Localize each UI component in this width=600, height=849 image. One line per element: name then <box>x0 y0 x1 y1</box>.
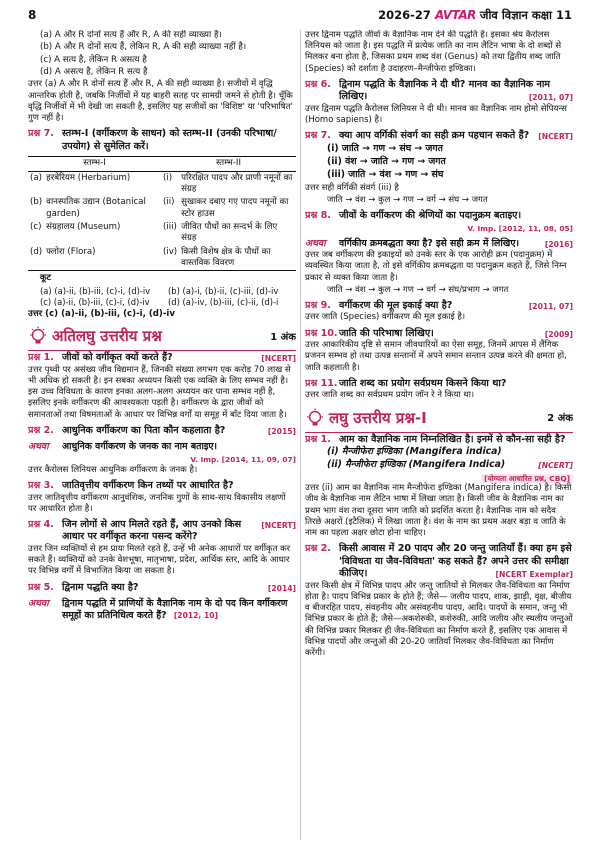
cell: वानस्पतिक उद्यान (Botanical garden) <box>46 197 146 219</box>
source-tag: [2015] <box>267 426 296 436</box>
header-right <box>378 8 572 24</box>
kut-label: कूट <box>40 273 51 284</box>
question <box>305 328 573 340</box>
kut-options <box>28 286 296 308</box>
question-text: द्विनाम पद्धति के वैज्ञानिक ने दी थी? मानव का वैज्ञानिक नाम लिखिए। <box>339 78 551 103</box>
question-label: प्रश्न 4. <box>28 519 54 531</box>
column-divider <box>300 30 301 840</box>
question <box>28 425 296 437</box>
source-tag: [2011, 07] <box>528 93 573 103</box>
question-label: प्रश्न 11. <box>305 377 338 389</box>
answer: उत्तर (a) A और R दोनों सत्य हैं और R, A की सही व्याख्या है। सजीवों में वृद्धि आन्तरिक होती है, जबकि निर्जीवों में यह बाहरी सतह पर सामग्री जमने से होती है। चूँकि वृद्धि निर्जीवों में भी देखी जा सकती है, इसलिए यह सजीवों का 'विशिष्ट' या 'परिभाषित' गुण नहीं है। <box>28 79 293 124</box>
alt-label: अथवा <box>28 441 49 453</box>
cell: (ii) <box>162 197 175 208</box>
answer: उत्तर जाति शब्द का सर्वप्रथम प्रयोग जॉन रे ने किया था। <box>305 390 475 401</box>
cell: (d) <box>28 246 44 271</box>
section-underline <box>305 432 573 433</box>
question <box>28 582 296 594</box>
alt-question <box>28 598 296 622</box>
col-header: स्तम्भ-II <box>161 157 296 171</box>
question-text: जीवों के वर्गीकरण की श्रेणियों का पदानुक्रम बताइए। <box>339 209 522 221</box>
section-marks: 2 अंक <box>547 412 573 424</box>
question-label: प्रश्न 1. <box>305 433 331 445</box>
answer: उत्तर (ii) आम का वैज्ञानिक नाम मैन्जीफेरा इण्डिका (Mangifera indica) है। किसी जीव के वैज्ञानिक नाम लैटिन भाषा में लिखा जाता है। किसी जीव के वैज्ञानिक नाम का प्रथम भाग वंश तथा दूसरा भाग जाति को प्रदर्शित करता है। वैज्ञानिक नाम को सदैव तिरछे अक्षरों (इटैलिक) में लिखा जाता है। वंश के नाम का प्रथम अक्षर बड़ा व जाति के नाम का पहला अक्षर छोटा होना चाहिए। <box>305 483 572 539</box>
question-label: प्रश्न 2. <box>28 424 54 436</box>
bulb-icon <box>305 408 325 430</box>
question-text: जाति शब्द का प्रयोग सर्वप्रथम किसने किया था? <box>339 377 507 389</box>
question-text: जीवों को वर्गीकृत क्यों करते हैं? <box>62 352 173 364</box>
answer: उत्तर द्विनाम पद्धति जीवों के वैज्ञानिक नाम देने की पद्धति है। इसका श्रेय कैरोलस लिनियस को जाता है। इस पद्धति में प्रत्येक जाति का नाम लैटिन भाषा के दो शब्दों से मिलकर बना होता है, जिसका प्रथम शब्द वंश (Genus) को तथा द्वितीय शब्द जाति (Species) को दर्शाता है उदाहरण–मैन्जीफेरा इण्डिका। <box>305 30 562 74</box>
answer: उत्तर आकारिकीय दृष्टि से समान जीवधारियों का ऐसा समूह, जिनमें आपस में लैंगिक प्रजनन सम्भव हो तथा उत्पन्न सन्तानों में अपने समान सन्तान उत्पन्न करने की क्षमता हो, जाति कहलाती है। <box>305 340 567 373</box>
section-underline <box>28 350 296 351</box>
option: (d) (a)-iv, (b)-iii, (c)-ii, (d)-i <box>168 296 279 307</box>
answer: उत्तर जिन व्यक्तियों से हम प्रायः मिलते रहते हैं, उन्हें भी अनेक आधारों पर वर्गीकृत कर सकते हैं। व्यक्तियों को उनके वेशभूषा, मातृभाषा, प्रदेश, आर्थिक स्तर, आदि के आधार पर विभिन्न वर्गों में विभाजित किया जा सकता है। <box>28 543 291 577</box>
question-label: प्रश्न 7. <box>28 128 54 140</box>
cell: जीवित पौधों का सन्दर्भ के लिए संग्रह <box>181 221 278 244</box>
question-label: प्रश्न 5. <box>28 581 54 593</box>
right-column <box>305 30 573 842</box>
option: (d) A असत्य है, लेकिन R सत्य है <box>40 67 148 78</box>
question-text: द्विनाम पद्धति क्या है? <box>62 581 139 593</box>
option: (i) मैन्जीफेरा इण्डिका (Mangifera indica) <box>327 445 502 457</box>
question <box>305 79 573 104</box>
source-tag: [NCERT Exemplar] <box>495 570 573 580</box>
option: (iii) जाति → वंश → गण → संघ <box>327 169 444 181</box>
source-tag: [NCERT] <box>261 521 296 531</box>
answer-sequence: जाति → वंश → कुल → गण → वर्ग → संघ/प्रभाग → जगत <box>327 284 509 295</box>
question <box>305 300 573 312</box>
bulb-icon <box>28 326 48 348</box>
cell: परिरक्षित पादप और प्राणी नमूनों का संग्रह <box>181 172 293 194</box>
question-label: प्रश्न 8. <box>305 209 331 221</box>
page-header <box>28 4 572 28</box>
answer: उत्तर (c) (a)-ii, (b)-iii, (c)-i, (d)-iv <box>28 308 175 319</box>
competency-tag: [योग्यता आधारित प्रश्न, CBQ] <box>481 474 573 484</box>
question-text: जिन लोगों से आप मिलते रहते हैं, आप उनको किस आधार पर वर्गीकृत करना पसन्द करेंगे? <box>62 519 242 543</box>
section-title: अतिलघु उत्तरीय प्रश्न <box>52 327 162 346</box>
option: (ii) वंश → जाति → गण → जगत <box>327 155 446 167</box>
source-tag: [2014] <box>267 583 296 593</box>
question <box>305 210 573 234</box>
option: (c) A सत्य है, लेकिन R असत्य है <box>40 54 147 65</box>
option: (c) (a)-ii, (b)-iii, (c)-i, (d)-iv <box>40 296 150 307</box>
table-row <box>28 246 296 271</box>
cell: (c) <box>30 221 42 232</box>
brand-logo: AVTAR <box>434 8 476 22</box>
section-heading <box>28 326 296 348</box>
cell: (iv) <box>161 246 179 271</box>
question-text: जाति की परिभाषा लिखिए। <box>339 327 434 339</box>
cell: (b) <box>30 197 43 208</box>
col-header: स्तम्भ-I <box>28 157 161 171</box>
question-text: आधुनिक वर्गीकरण के जनक का नाम बताइए। <box>62 441 218 453</box>
question <box>305 434 573 446</box>
question-text: वर्गिकीय क्रमबद्धता क्या है? इसे सही क्रम में लिखिए। <box>339 238 520 250</box>
question-text: स्तम्भ-I (वर्गीकरण के साधन) को स्तम्भ-II (उनकी परिभाषा/उपयोग) से सुमेलित करें। <box>62 128 277 152</box>
section-heading <box>305 408 573 430</box>
source-tag: [NCERT] <box>261 354 296 364</box>
question <box>28 128 296 153</box>
source-tag: V. Imp. [2014, 11, 09, 07] <box>190 455 296 465</box>
option: (a) (a)-ii, (b)-iii, (c)-i, (d)-iv <box>40 285 151 296</box>
option: (a) A और R दोनों सत्य हैं और R, A की सही व्याख्या है। <box>40 30 222 40</box>
question <box>305 130 573 142</box>
alt-label: अथवा <box>305 238 326 250</box>
cell: फ्लोरा (Flora) <box>44 246 161 271</box>
table-row <box>28 196 296 221</box>
header-year: 2026-27 <box>378 8 431 22</box>
cell: (i) <box>162 172 173 183</box>
option: (b) A और R दोनों सत्य हैं, लेकिन R, A की सही व्याख्या नहीं है। <box>40 42 247 53</box>
question-label: प्रश्न 2. <box>305 543 331 555</box>
cell: (a) <box>30 172 42 183</box>
cell: सुखाकर दबाए गए पादप नमूनों का स्टोर हाउस <box>181 197 289 219</box>
header-class: कक्षा 11 <box>531 8 572 22</box>
answer: उत्तर जातिवृत्तीय वर्गीकरण आनुवंशिक, जननिक गुणों के साथ-साथ विकासीय लक्षणों पर आधारित होता है। <box>28 492 286 514</box>
answer: उत्तर द्विनाम पद्धति कैरोलस लिनियस ने दी थी। मानव का वैज्ञानिक नाम होमो सेपियन्स (Homo sapiens) है। <box>305 103 567 126</box>
answer: उत्तर सही वर्गिकी संवर्ग (iii) है <box>305 182 399 193</box>
question <box>28 519 296 544</box>
source-tag: [2009] <box>544 329 573 339</box>
question-label: प्रश्न 1. <box>28 352 54 364</box>
question-label: प्रश्न 10. <box>305 327 338 339</box>
answer: उत्तर पृथ्वी पर असंख्य जीव विद्यमान हैं, जिनकी संख्या लगभग एक करोड़ 70 लाख से भी अधिक हो सकती है। इन सबका अध्ययन किसी एक व्यक्ति के लिए सम्भव नहीं है। इस उच्च विविधता के कारण इनका अलग-अलग अध्ययन कर पाना सम्भव नहीं है, इसलिए इनके वर्गीकरण की आवश्यकता पड़ती है। वर्गीकरण के द्वारा जीवों को समानताओं तथा विषमताओं के आधार पर विभिन्न वर्गों या समूह में बाँट दिया जाता है। <box>28 364 291 420</box>
question-label: प्रश्न 3. <box>28 480 54 492</box>
cell: संग्रहालय (Museum) <box>46 221 121 232</box>
cell: (iii) <box>162 221 177 232</box>
table-row <box>28 221 296 246</box>
question <box>305 378 573 390</box>
answer: उत्तर किसी क्षेत्र में विभिन्न पादप और जन्तु जातियों से मिलकर जैव-विविधता का निर्माण होता है। पादप विभिन्न प्रकार के होते हैं; जैसे— जलीय पादप, शाक, झाड़ी, वृक्ष, बीजीय व बीजरहित पादप, संवहनीय और असंवहनीय पादप, आदि। पादपों के समान, जन्तु भी विभिन्न प्रकार के होते हैं; जैसे—अकशेरुकी, कशेरुकी, आदि जलीय और स्थलीय जन्तुओं की विभिन्न प्रकार मिलकर ही जैव-विविधता का निर्माण करते हैं, इसलिए एक आवास में विभिन्न पादपों और जन्तुओं की 20-20 जातियाँ मिलकर जैव-विविधता का निर्माण करेंगी। <box>305 580 573 659</box>
question-text: वर्गीकरण की मूल इकाई क्या है? <box>339 300 453 311</box>
answer: उत्तर जब वर्गीकरण की इकाइयों को उनके स्तर के एक आरोही क्रम (पदानुक्रम) में व्यवस्थित किया जाता है, तो इसे वर्गिकीय क्रमबद्धता या पदानुक्रम कहते हैं, जिसे निम्न प्रकार से व्यक्त किया जाता है। <box>305 250 567 283</box>
option <box>305 459 573 471</box>
source-tag: [NCERT] <box>538 461 573 471</box>
source-tag: [2012, 10] <box>173 611 219 621</box>
question <box>305 543 573 580</box>
alt-label: अथवा <box>28 598 49 610</box>
question-text: क्या आप वर्गिकी संवर्ग का सही क्रम पहचान सकते हैं? <box>339 130 530 142</box>
alt-question <box>305 238 573 250</box>
answer: उत्तर कैरोलस लिनियस आधुनिक वर्गीकरण के जनक है। <box>28 464 198 475</box>
page-number: 8 <box>28 8 37 22</box>
table-row <box>28 171 296 196</box>
answer-sequence: जाति → वंश → कुल → गण → वर्ग → संघ → जगत <box>327 194 488 205</box>
source-tag: V. Imp. [2012, 11, 08, 05] <box>467 224 573 234</box>
question <box>28 480 296 492</box>
alt-question <box>28 441 296 465</box>
match-table <box>28 156 296 271</box>
option: (b) (a)-i, (b)-ii, (c)-iii, (d)-iv <box>168 285 279 296</box>
question-label: प्रश्न 9. <box>305 300 331 311</box>
question-label: प्रश्न 7. <box>305 130 331 142</box>
option-text: (ii) मैन्जीफेरा इण्डिका (Mangifera Indica) <box>327 459 506 471</box>
question <box>28 352 296 364</box>
cell: हरबेरियम (Herbarium) <box>46 172 131 183</box>
source-tag: [2011, 07] <box>528 302 573 311</box>
header-subject: जीव विज्ञान <box>479 8 528 22</box>
left-column <box>28 30 296 842</box>
question-text: आधुनिक वर्गीकरण का पिता कौन कहलाता है? <box>62 424 226 436</box>
section-title: लघु उत्तरीय प्रश्न-I <box>329 408 427 427</box>
section-marks: 1 अंक <box>270 331 296 343</box>
option: (i) जाति → गण → संघ → जगत <box>327 142 443 154</box>
question-label: प्रश्न 6. <box>305 78 331 90</box>
question-text: किसी आवास में 20 पादप और 20 जन्तु जातियाँ हैं। क्या हम इसे 'विविधता या जैव-विविधता' कह सकते हैं? अपने उत्तर की समीक्षा कीजिए। <box>339 543 572 580</box>
cell: किसी विशेष क्षेत्र के पौधों का वास्तविक विवरण <box>179 246 296 271</box>
question-text: आम का वैज्ञानिक नाम निम्नलिखित है। इनमें से कौन-सा सही है? <box>339 433 566 445</box>
source-tag: [NCERT] <box>538 132 573 142</box>
answer: उत्तर जाति (Species) वर्गीकरण की मूल इकाई है। <box>305 312 466 323</box>
question-text: द्विनाम पद्धति में प्राणियों के वैज्ञानिक नाम के दो पद किन वर्गीकरण समूहों का प्रतिनिधित्व करते हैं? <box>62 598 288 622</box>
question-text: जातिवृत्तीय वर्गीकरण किन तथ्यों पर आधारित है? <box>62 480 234 492</box>
source-tag: [2016] <box>544 240 573 250</box>
